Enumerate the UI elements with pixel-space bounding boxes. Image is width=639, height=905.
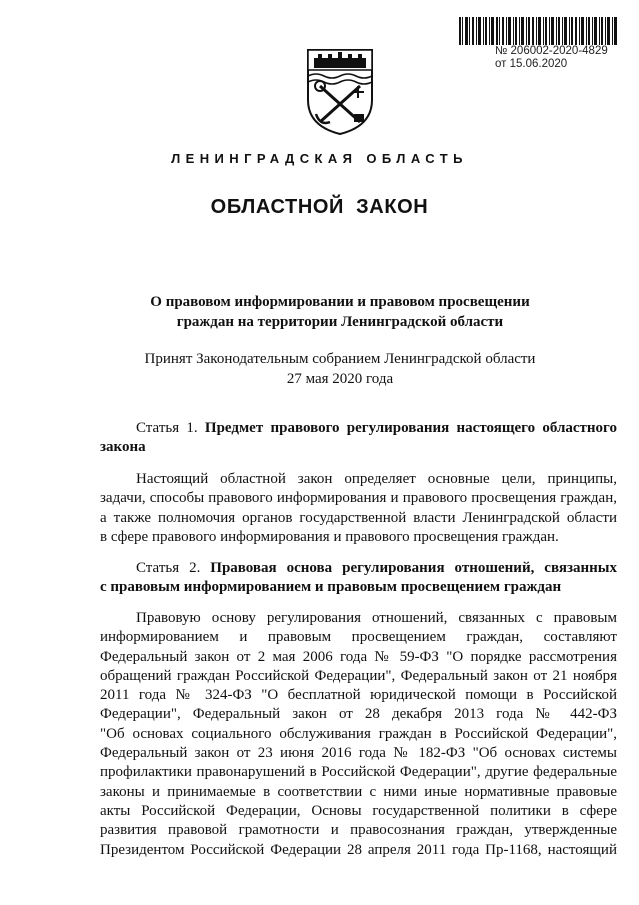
- body-line: обращений граждан Российской Федерации", Федеральный закон от 21 ноября: [100, 667, 617, 684]
- article-title-cont: закона: [100, 439, 146, 456]
- law-title-line: О правовом информировании и правовом просвещении: [150, 294, 530, 310]
- adoption-line: Принят Законодательным собранием Ленинградской области: [144, 351, 536, 367]
- region-heading: ЛЕНИНГРАДСКАЯ ОБЛАСТЬ: [171, 151, 468, 166]
- body-line: Федеральный закон от 23 июня 2016 года № 182-ФЗ "Об основах системы: [100, 745, 617, 762]
- article-1-body: [100, 470, 617, 547]
- body-line: информированием и правовым просвещением граждан, составляют: [100, 629, 617, 646]
- body-line: Правовую основу регулирования отношений, связанных с правовым: [136, 610, 617, 626]
- body-line: в сфере правового информирования и правового просвещения граждан.: [100, 528, 559, 545]
- article-title-cont: с правовым информированием и правовым просвещением граждан: [100, 579, 562, 596]
- body-line: "Об основах социального обслуживания граждан в Российской Федерации",: [100, 725, 617, 742]
- body-line: а также полномочия органов государственной власти Ленинградской области: [100, 509, 617, 526]
- body-line: Президентом Российской Федерации 28 апреля 2011 года Пр-1168, настоящий: [100, 841, 617, 858]
- adoption-date: 27 мая 2020 года: [286, 371, 394, 387]
- registration-number: № 206002-2020-4829: [495, 45, 608, 57]
- article-2-body: [100, 609, 617, 860]
- law-title: [100, 292, 580, 332]
- coat-of-arms-icon: [304, 40, 376, 136]
- article-title: Предмет правового регулирования настоящего областного: [204, 420, 617, 436]
- registration-info: [495, 45, 608, 71]
- document-type-heading: ОБЛАСТНОЙ ЗАКОН: [210, 196, 429, 218]
- body-line: задачи, способы правового информирования и правового просвещения граждан,: [100, 490, 617, 507]
- body-line: развития правовой грамотности и правосознания граждан, утвержденные: [100, 822, 617, 839]
- article-label: Статья 1.: [136, 420, 198, 436]
- barcode-icon: [459, 17, 617, 45]
- body-line: профилактики правонарушений в Российской Федерации", другие федеральные: [100, 764, 617, 781]
- article-1-heading: [100, 419, 617, 458]
- body-line: акты Российской Федерации, Основы государственной политики в сфере: [100, 802, 617, 819]
- body-line: законы и принимаемые в соответствии с ними иные нормативные правовые: [100, 783, 617, 800]
- body-line: Федерации", Федеральный закон от 28 декабря 2013 года № 442-ФЗ: [100, 706, 617, 723]
- adoption-note: [100, 349, 580, 389]
- registration-date: от 15.06.2020: [495, 58, 568, 70]
- article-label: Статья 2.: [136, 560, 201, 576]
- article-2-heading: [100, 559, 617, 598]
- article-title: Правовая основа регулирования отношений, связанных: [210, 560, 617, 576]
- body-line: Настоящий областной закон определяет основные цели, принципы,: [136, 471, 617, 487]
- law-title-line: граждан на территории Ленинградской области: [176, 314, 504, 330]
- body-line: Федеральный закон от 2 мая 2006 года № 59-ФЗ "О порядке рассмотрения: [100, 648, 617, 665]
- body-line: 2011 года № 324-ФЗ "О бесплатной юридической помощи в Российской: [100, 687, 617, 704]
